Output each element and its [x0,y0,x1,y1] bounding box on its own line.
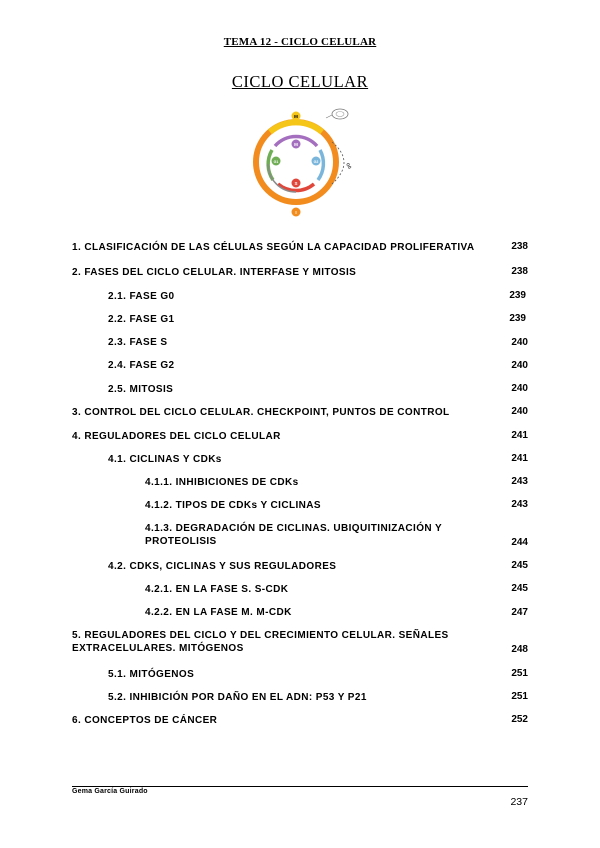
m-inner-label: M [294,142,298,147]
toc-entry-2-4[interactable]: 2.4. FASE G2 [108,360,175,371]
toc-entry-4-2-1[interactable]: 4.2.1. EN LA FASE S. S-CDK [145,584,289,595]
toc-page-2-4: 240 [511,360,528,371]
toc-page-5-1: 251 [511,668,528,679]
g1-label: G1 [273,160,279,164]
toc-entry-4-1-1[interactable]: 4.1.1. INHIBICIONES DE CDKs [145,477,299,488]
toc-entry-3[interactable]: 3. CONTROL DEL CICLO CELULAR. CHECKPOINT, PUNTOS DE CONTROL [72,407,450,418]
toc-page-2: 238 [511,266,528,277]
toc-page-6: 252 [511,714,528,725]
toc-page-2-3: 240 [511,337,528,348]
toc-entry-2-5[interactable]: 2.5. MITOSIS [108,384,174,395]
toc-entry-4-1-3[interactable]: 4.1.3. DEGRADACIÓN DE CICLINAS. UBIQUITINIZACIÓN Y PROTEOLISIS [145,523,442,547]
toc-entry-4[interactable]: 4. REGULADORES DEL CICLO CELULAR [72,431,281,442]
toc-page-4-1-3: 244 [511,537,528,548]
toc-page-4-1-2: 243 [511,499,528,510]
toc-entry-2-2[interactable]: 2.2. FASE G1 [108,314,175,325]
toc-entry-5-1[interactable]: 5.1. MITÓGENOS [108,669,195,680]
toc-entry-1[interactable]: 1. CLASIFICACIÓN DE LAS CÉLULAS SEGÚN LA CAPACIDAD PROLIFERATIVA [72,242,475,253]
toc-page-4: 241 [511,430,528,441]
s-label: S [294,181,298,186]
toc-entry-4-2[interactable]: 4.2. CDKS, CICLINAS Y SUS REGULADORES [108,561,337,572]
toc-page-4-1: 241 [511,453,528,464]
toc-page-2-2: 239 [509,313,526,324]
m-outer-label: M [294,114,298,119]
toc-entry-4-1-2[interactable]: 4.1.2. TIPOS DE CDKs Y CICLINAS [145,500,321,511]
toc-entry-4-1[interactable]: 4.1. CICLINAS Y CDKs [108,454,222,465]
g0-label: G0 [345,162,353,170]
toc-page-1: 238 [511,241,528,252]
footer-page-number: 237 [510,796,528,808]
toc-page-2-5: 240 [511,383,528,394]
toc-entry-6[interactable]: 6. CONCEPTOS DE CÁNCER [72,715,218,726]
toc-entry-2-1[interactable]: 2.1. FASE G0 [108,291,175,302]
toc-entry-5[interactable]: 5. REGULADORES DEL CICLO Y DEL CRECIMIENTO CELULAR. SEÑALES EXTRACELULARES. MITÓGENOS [72,630,449,654]
page-title: CICLO CELULAR [231,72,369,91]
document-header: TEMA 12 - CICLO CELULAR [223,36,377,48]
i-label: I [295,210,297,215]
footer-author: Gema García Guirado [72,788,148,795]
toc-page-5: 248 [511,644,528,655]
toc-entry-2-3[interactable]: 2.3. FASE S [108,337,168,348]
toc-entry-4-2-2[interactable]: 4.2.2. EN LA FASE M. M-CDK [145,607,292,618]
toc-page-4-2: 245 [511,560,528,571]
toc-page-4-2-2: 247 [511,607,528,618]
toc-page-3: 240 [511,406,528,417]
toc-page-4-1-1: 243 [511,476,528,487]
toc-page-2-1: 239 [509,290,526,301]
toc-entry-5-2[interactable]: 5.2. INHIBICIÓN POR DAÑO EN EL ADN: P53 Y P21 [108,692,367,703]
toc-page-4-2-1: 245 [511,583,528,594]
toc-entry-2[interactable]: 2. FASES DEL CICLO CELULAR. INTERFASE Y MITOSIS [72,267,357,278]
toc-page-5-2: 251 [511,691,528,702]
g2-label: G2 [313,160,319,164]
footer-divider [72,786,528,787]
